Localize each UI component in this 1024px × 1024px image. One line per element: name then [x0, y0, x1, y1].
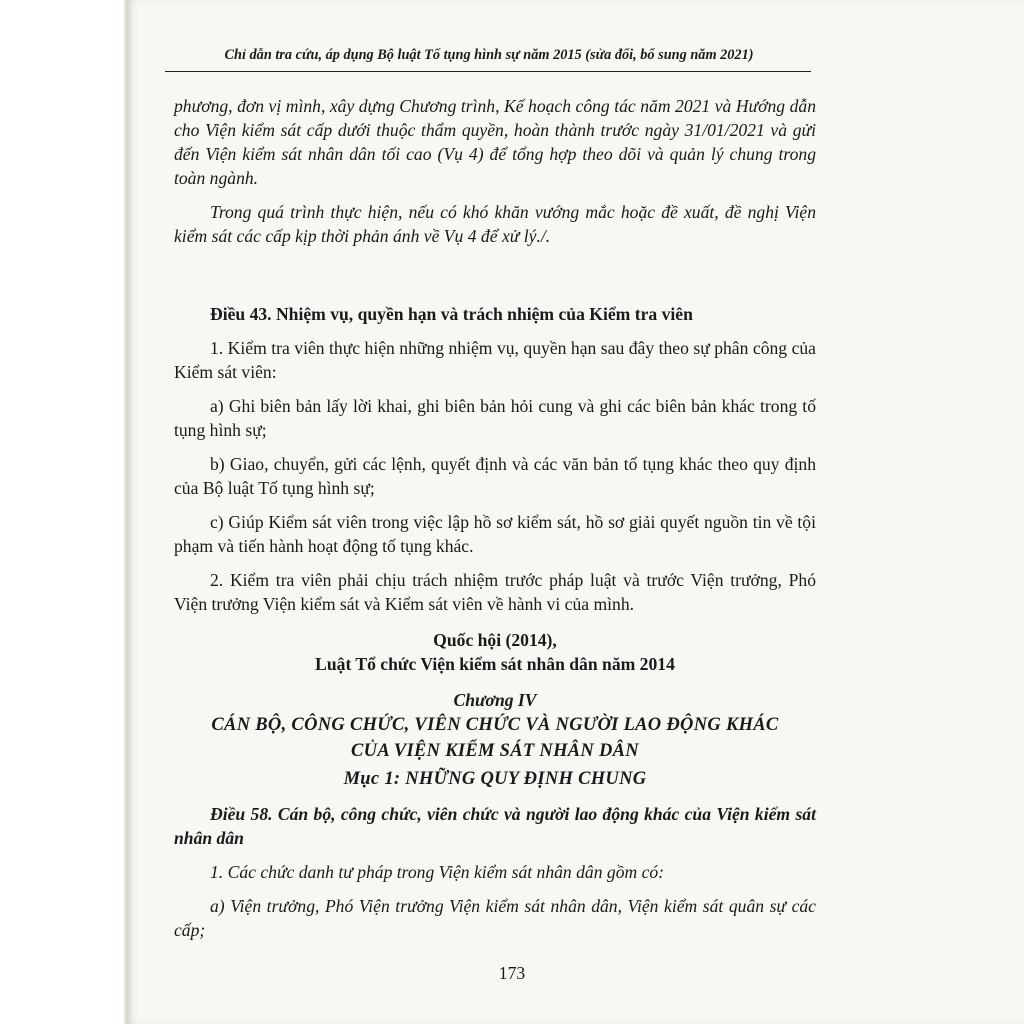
article-43-heading: Điều 43. Nhiệm vụ, quyền hạn và trách nhiệm của Kiểm tra viên	[210, 304, 693, 324]
background-margin	[0, 0, 128, 1024]
article-43-point-a: a) Ghi biên bản lấy lời khai, ghi biên bản hỏi cung và ghi các biên bản khác trong tố tụng hình sự;	[174, 396, 816, 440]
chapter-number: Chương IV	[453, 690, 537, 710]
paragraph-continued: phương, đơn vị mình, xây dựng Chương trình, Kế hoạch công tác năm 2021 và Hướng dẫn cho Viện kiểm sát cấp dưới thuộc thẩm quyền, hoàn thành trước ngày 31/01/2021 và gửi đến Viện kiểm sát nhân dân tối cao (Vụ 4) để tổng hợp theo dõi và quản lý chung trong toàn ngành.	[174, 96, 816, 188]
source-issuer: Quốc hội (2014),	[433, 630, 557, 650]
page-body	[174, 94, 816, 942]
article-43-clause-1: 1. Kiểm tra viên thực hiện những nhiệm vụ, quyền hạn sau đây theo sự phân công của Kiểm sát viên:	[174, 338, 816, 382]
chapter-title-line-1: CÁN BỘ, CÔNG CHỨC, VIÊN CHỨC VÀ NGƯỜI LAO ĐỘNG KHÁC	[211, 715, 779, 735]
chapter-title-line-2: CỦA VIỆN KIỂM SÁT NHÂN DÂN	[351, 741, 639, 761]
article-43-clause-2: 2. Kiểm tra viên phải chịu trách nhiệm trước pháp luật và trước Viện trưởng, Phó Viện trưởng Viện kiểm sát và Kiểm sát viên về hành vi của mình.	[174, 570, 816, 614]
paragraph-closing: Trong quá trình thực hiện, nếu có khó khăn vướng mắc hoặc đề xuất, đề nghị Viện kiểm sát các cấp kịp thời phản ánh về Vụ 4 để xử lý./.	[174, 202, 816, 246]
page-number: 173	[498, 963, 526, 983]
article-43-point-c: c) Giúp Kiểm sát viên trong việc lập hồ sơ kiểm sát, hồ sơ giải quyết nguồn tin về tội phạm và tiến hành hoạt động tố tụng khác.	[174, 512, 816, 556]
article-58-point-a: a) Viện trưởng, Phó Viện trưởng Viện kiểm sát nhân dân, Viện kiểm sát quân sự các cấp;	[174, 896, 816, 940]
running-header: Chỉ dẫn tra cứu, áp dụng Bộ luật Tố tụng hình sự năm 2015 (sửa đổi, bổ sung năm 2021)	[224, 47, 754, 63]
source-law-title: Luật Tổ chức Viện kiểm sát nhân dân năm 2014	[315, 654, 675, 674]
section-title: Mục 1: NHỮNG QUY ĐỊNH CHUNG	[343, 769, 647, 789]
article-58-heading: Điều 58. Cán bộ, công chức, viên chức và người lao động khác của Viện kiểm sát nhân dân	[174, 804, 816, 848]
article-58-clause-1: 1. Các chức danh tư pháp trong Viện kiểm sát nhân dân gồm có:	[210, 862, 665, 882]
header-divider	[165, 71, 811, 72]
article-43-point-b: b) Giao, chuyển, gửi các lệnh, quyết định và các văn bản tố tụng khác theo quy định của Bộ luật Tố tụng hình sự;	[174, 454, 816, 498]
